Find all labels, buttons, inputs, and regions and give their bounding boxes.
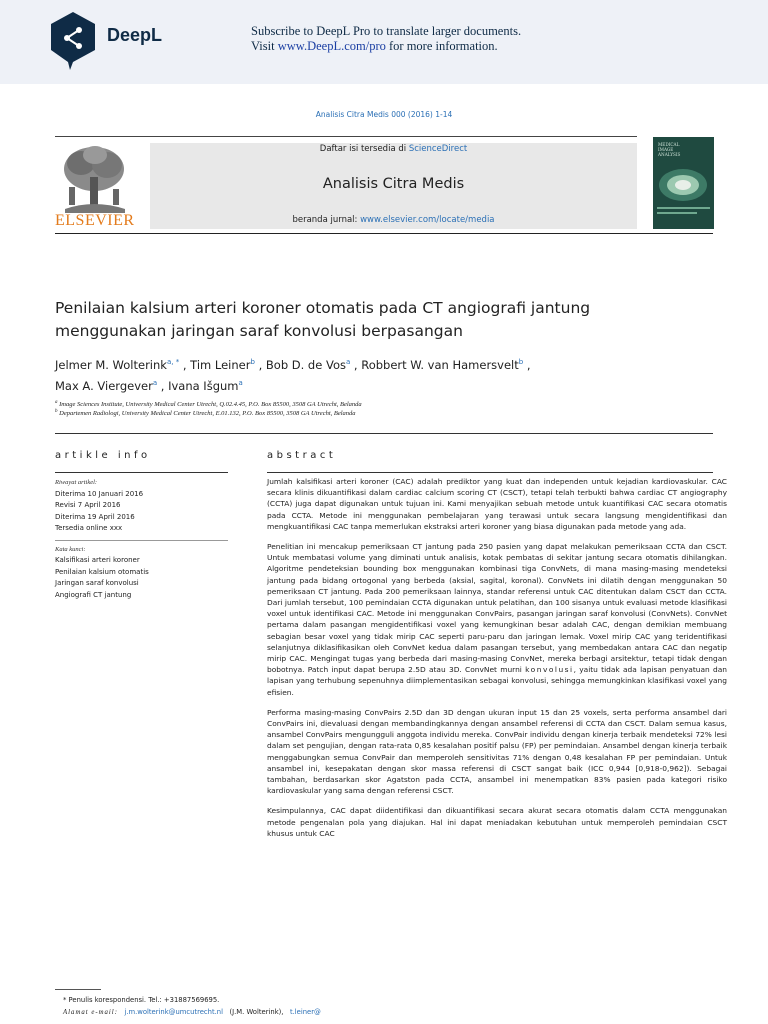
section-rule (55, 433, 713, 434)
homepage-prefix: beranda jurnal: (292, 215, 358, 225)
journal-cover-image (653, 137, 714, 229)
author-name: , Robbert W. van Hamersvelt (353, 357, 519, 372)
journal-title: Analisis Citra Medis (322, 176, 465, 192)
keywords-label: Kata kunci: (55, 545, 86, 553)
promo-visit: Visit (251, 39, 275, 53)
author-name: Max A. Viergever (55, 378, 153, 393)
footnote (63, 994, 321, 1019)
promo-line-2 (251, 39, 521, 54)
header-rule (55, 136, 637, 137)
history-item: Diterima 10 Januari 2016 (55, 489, 144, 498)
abstract-paragraph-2 (267, 541, 727, 698)
footnote-rule (55, 989, 101, 990)
history-item: Tersedia online xxx (55, 524, 123, 532)
email-link-leiner[interactable]: t.leiner@ (289, 1008, 321, 1016)
authors-line-2 (55, 374, 705, 395)
author-list (55, 353, 705, 395)
email-owner: (J.M. Wolterink), (229, 1008, 284, 1016)
affiliation-text: Departemen Radiologi, University Medical Center Utrecht, E.01.132, P.O. Box 85500, 3508 GA Utrecht, Belanda (59, 410, 356, 418)
author-name: , Ivana Išgum (160, 378, 239, 393)
affiliation-text: Image Sciences Institute, University Medical Center Utrecht, Q.02.4.45, P.O. Box 85500, 3508 GA Utrecht, Belanda (59, 401, 362, 409)
sciencedirect-link[interactable]: ScienceDirect (408, 144, 468, 154)
abstract-paragraph-3: Performa masing-masing ConvPairs 2.5D dan 3D dengan ukuran input 15 dan 25 voxels, serta performa ansambel dari ConvPairs ini, dievaluasi dengan membandingkannya dengan ansambel referensi di CCTA dan CSCT. Dalam semua kasus, ansambel ConvPairs mengungguli anggota individu mereka. ConvPair individu dengan kinerja terbaik mendeteksi 72% lesi dalam set pengujian, dengan rata-rata 0,85 kesalahan positif palsu (FP) per pemindaian. Ansambel dengan kinerja terbaik menggabungkan semua ConvPair dan memperoleh sensitivitas 71% dengan 0,48 kesalahan FP per pemindaian. Untuk ansambel ini, kesepakatan dengan skor massa referensi di CSCT sangat baik (ICC 0,944 [0,918-0,962]). Sebagai tambahan, berdasarkan skor Agatston pada CCTA, ansambel ini menempatkan 83% pasien pada kategori risiko kardiovaskular yang sama dengan referensi CSCT. (267, 707, 727, 796)
footnote-email-line (63, 1006, 321, 1019)
cover-line-3: ANALYSIS (658, 152, 681, 157)
paper-title (55, 297, 705, 343)
author-affil-mark[interactable]: b (250, 358, 255, 366)
author-name: , Tim Leiner (182, 357, 251, 372)
author-affil-mark[interactable]: b (518, 358, 524, 366)
affiliation-a (55, 400, 362, 408)
deepl-logo-icon[interactable] (48, 10, 98, 70)
contents-available (150, 144, 637, 154)
abstract-p2-part-b: , yaitu tidak ada lapisan penyatuan dan lapisan yang terhubung sepenuhnya diimplementasikan sebagai konvolusi, sehingga memungkinkan klasifikasi voxel yang efisien. (267, 665, 727, 697)
elsevier-wordmark: ELSEVIER (55, 212, 135, 229)
abstract-body (267, 476, 727, 848)
history-item: Revisi 7 April 2016 (55, 501, 121, 509)
deepl-brand-name[interactable]: DeepL (107, 25, 163, 45)
author-affil-mark[interactable]: a (238, 378, 243, 387)
article-info-heading: artikle info (55, 450, 151, 461)
promo-line-1: Subscribe to DeepL Pro to translate larger documents. (251, 24, 522, 38)
email-label: Alamat e-mail: (63, 1009, 118, 1016)
abstract-p2-part-a: Penelitian ini mencakup pemeriksaan CT jantung pada 250 pasien yang dapat melakukan pemeriksaan CCTA dan CSCT. Untuk membatasi volume yang diminati untuk analisis, kotak pembatas di sekitar jantung secara otomatis dihilangkan. Algoritme pendeteksian bounding box menggunakan kombinasi tiga ConvNets, di mana masing-masing mendeteksi jantung pada bidang ortogonal yang berbeda (aksial, sagital, koronal). ConvNets ini dilatih dengan menggunakan 50 pemeriksaan CT jantung. Pada 200 pemeriksaan lainnya, standar referensi untuk CAC ditentukan dalam CSCT dan CCTA. Dari jumlah tersebut, 100 pemindaian CCTA digunakan untuk pelatihan, dan 100 sisanya untuk evaluasi metode klasifikasi voxel untuk identifikasi CAC. Metode ini menggunakan ConvPairs, pasangan jaringan saraf konvolusi (ConvNets). ConvNet pertama dalam pasangan mengidentifikasi voxel yang kemungkinan besar adalah CAC, dengan demikian membuang sebagian besar voxel yang tidak mirip CAC seperti paru-paru dan jaringan lemak. Voxel mirip CAC yang teridentifikasi selanjutnya diklasifikasikan oleh ConvNet kedua dalam pasangan tersebut, yang membedakan antara CAC dan negatip mirip CAC. Mengingat tugas yang berbeda dari masing-masing ConvNet, mereka berbagi arsitektur, tetapi tidak dengan bobotnya. Patch input dapat berupa 2.5D atau 3D. ConvNet murni (267, 542, 727, 675)
abstract-paragraph-1: Jumlah kalsifikasi arteri koroner (CAC) adalah prediktor yang kuat dan independen untuk kejadian kardiovaskular. CAC secara klinis dikuantifikasi dalam cardiac calcium scoring CT (CSCT), tetapi telah terbukti bahwa cardiac CT angiography (CCTA) juga dapat digunakan untuk tujuan ini. Kami menyajikan sebuah metode untuk kuantifikasi CAC secara otomatis pada CCTA. Metode ini menggunakan pembelajaran yang terawasi untuk secara langsung mengidentifikasi dan mengkuantifikasi CAC tanpa memerlukan ekstraksi arteri koroner yang biasa digunakan pada metode yang ada. (267, 477, 727, 531)
journal-reference[interactable]: Analisis Citra Medis 000 (2016) 1-14 (315, 110, 453, 119)
promo-tail: for more information. (389, 39, 498, 53)
contents-prefix: Daftar isi tersedia di (319, 144, 407, 154)
affiliation-mark: a (55, 400, 58, 405)
info-separator (55, 540, 228, 541)
author-affil-mark[interactable]: a (152, 378, 158, 387)
elsevier-tree-logo-icon (55, 143, 133, 213)
abstract-paragraph-4: Kesimpulannya, CAC dapat diidentifikasi dan dikuantifikasi secara akurat secara otomatis dalam CCTA menggunakan metode pengenalan pola yang diajukan. Hal ini dapat meniadakan kebutuhan untuk memperoleh pemindaian CSCT khusus untuk CAC (267, 806, 727, 838)
article-info-column (55, 477, 230, 601)
cover-art-icon (653, 137, 714, 229)
affiliation-b (55, 409, 356, 417)
footnote-corresponding: * Penulis korespondensi. Tel.: +31887569695. (63, 996, 220, 1004)
keyword-item: Penilaian kalsium otomatis (55, 567, 149, 576)
deepl-pro-link[interactable]: www.DeepL.com/pro (277, 39, 386, 53)
history-label: Riwayat artikel: (55, 479, 98, 486)
journal-homepage (150, 215, 637, 225)
authors-line-1 (55, 353, 705, 374)
article-info-rule (55, 472, 228, 473)
journal-homepage-link[interactable]: www.elsevier.com/locate/media (360, 215, 495, 225)
author-separator: , (526, 357, 531, 372)
abstract-rule (267, 472, 713, 473)
history-item: Diterima 19 April 2016 (55, 512, 135, 521)
abstract-p2-spaced-word: konvolusi (525, 665, 574, 675)
author-name: , Bob D. de Vos (258, 357, 346, 372)
deepl-banner (0, 0, 768, 84)
email-link-wolterink[interactable]: j.m.wolterink@umcutrecht.nl (124, 1008, 223, 1016)
cover-line-2: IMAGE (658, 147, 674, 152)
author-name: Jelmer M. Wolterink (55, 357, 167, 372)
keyword-item: Kalsifikasi arteri koroner (55, 556, 140, 564)
header-thick-rule (55, 233, 713, 234)
deepl-promo-text (251, 24, 521, 54)
keyword-item: Angiografi CT jantung (55, 590, 132, 599)
paper-title-line-1: Penilaian kalsium arteri koroner otomatis pada CT angiografi jantung (55, 299, 591, 317)
paper-title-line-2: menggunakan jaringan saraf konvolusi berpasangan (55, 322, 463, 340)
author-affil-mark[interactable]: a, * (166, 358, 180, 366)
abstract-heading: abstract (267, 450, 337, 461)
cover-line-1: MEDICAL (658, 142, 680, 147)
affiliation-mark: b (55, 409, 58, 414)
keyword-item: Jaringan saraf konvolusi (55, 579, 139, 587)
author-affil-mark[interactable]: a (345, 358, 351, 366)
